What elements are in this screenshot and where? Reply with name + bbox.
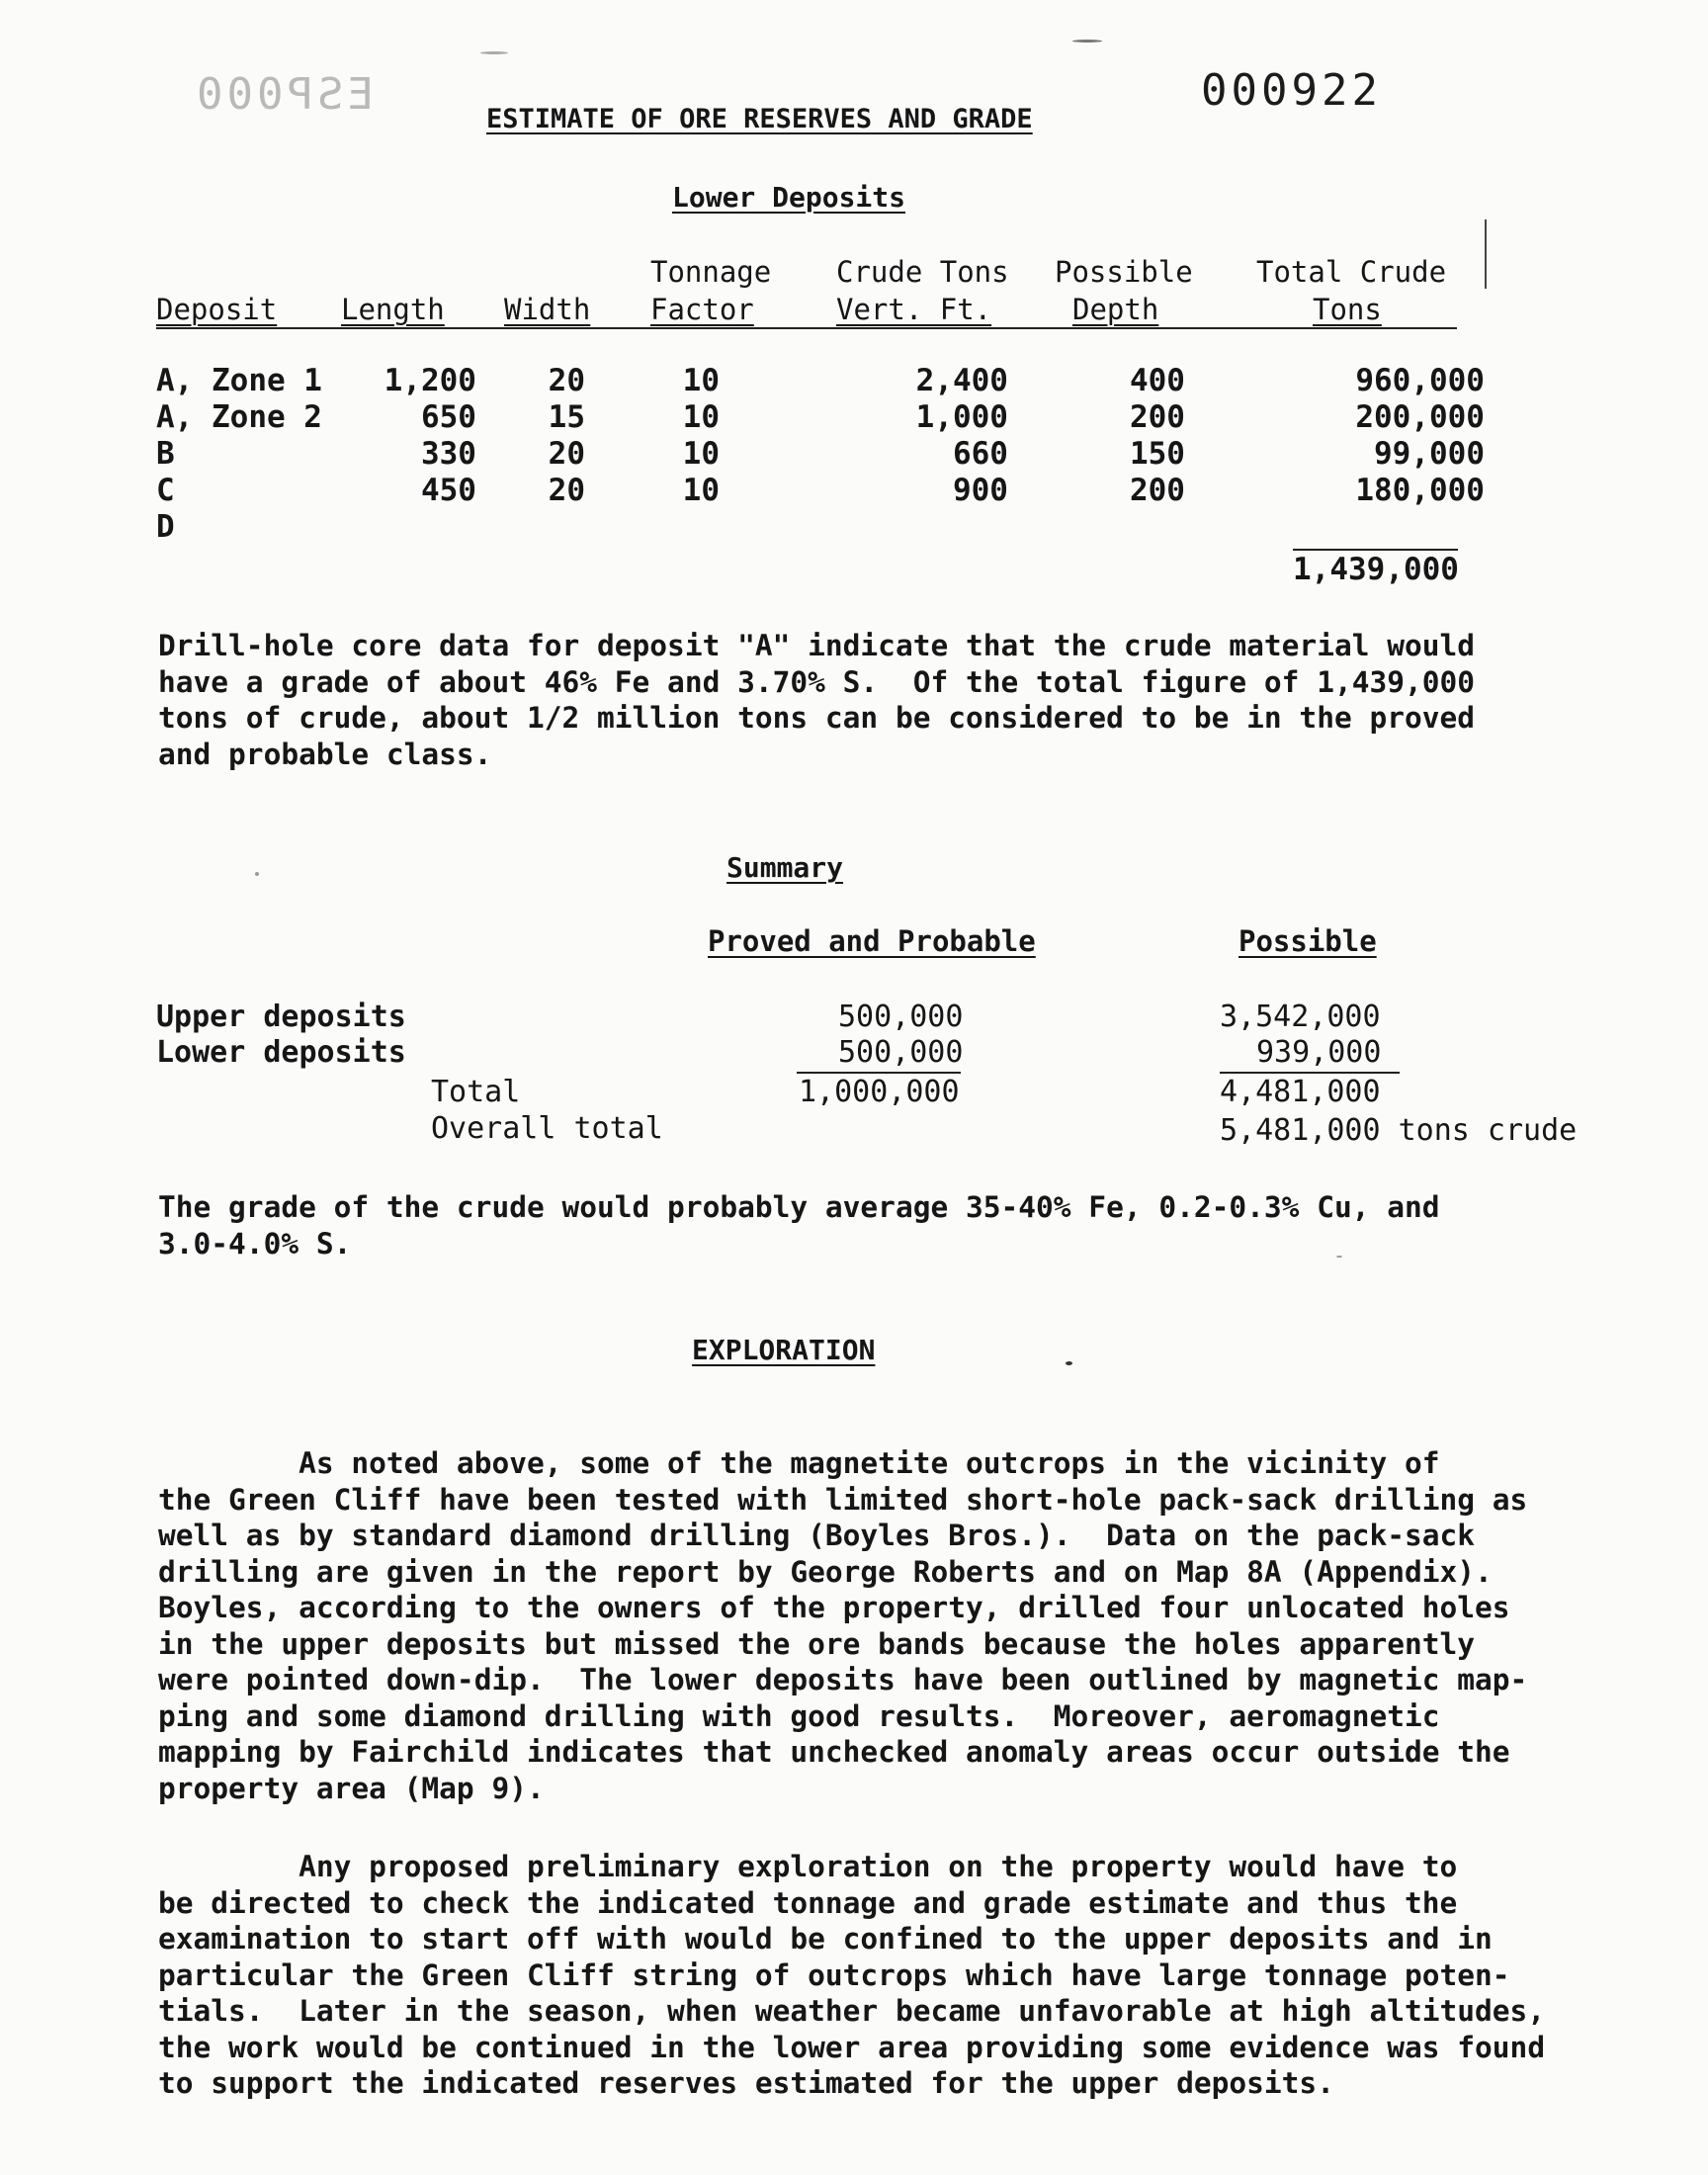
table-row (156, 472, 1485, 508)
header-vert-ft: Vert. Ft. (836, 293, 992, 326)
header-tons: Tons (1313, 293, 1382, 326)
scan-speck (1072, 40, 1102, 43)
table-cell: A, Zone 2 (156, 398, 322, 435)
table-cell: 960,000 (1355, 362, 1485, 398)
header-rule (156, 327, 1457, 329)
upper-possible-value: 3,542,000 (1220, 1000, 1381, 1034)
table-cell: 20 (548, 362, 585, 398)
mirrored-page-stamp: ESP000 (193, 69, 374, 120)
text-line: have a grade of about 46% Fe and 3.70% S. Of the total figure of 1,439,000 (158, 664, 1476, 699)
lower-deposits-heading: Lower Deposits (672, 181, 906, 214)
table-row (156, 398, 1485, 435)
margin-mark (1485, 219, 1487, 289)
grade-paragraph (158, 628, 1475, 772)
sum-rule (1293, 549, 1458, 551)
table-cell: 200 (1129, 398, 1185, 435)
header-possible-line1: Possible (1055, 255, 1193, 289)
proved-probable-heading: Proved and Probable (708, 924, 1036, 958)
possible-heading: Possible (1238, 924, 1377, 958)
table-cell: 10 (682, 362, 720, 398)
lower-deposits-label: Lower deposits (156, 1035, 406, 1070)
table-cell: C (156, 472, 175, 508)
text-line: 3.0-4.0% S. (158, 1226, 352, 1261)
exploration-heading: EXPLORATION (692, 1334, 876, 1366)
exploration-paragraph-2 (158, 1849, 1545, 2102)
header-deposit: Deposit (156, 293, 278, 326)
table-cell: D (156, 508, 175, 545)
page-number-stamp: 000922 (1201, 65, 1382, 116)
table-row (156, 362, 1485, 398)
text-line: property area (Map 9). (158, 1771, 545, 1805)
table-cell (761, 508, 1016, 545)
overall-total-label: Overall total (431, 1111, 663, 1146)
upper-deposits-label: Upper deposits (156, 1000, 406, 1034)
text-line: Drill-hole core data for deposit "A" indicate that the crude material would (158, 629, 1476, 662)
overall-total-value: 5,481,000 tons crude (1220, 1113, 1578, 1148)
table-cell (613, 508, 761, 545)
text-line: tials. Later in the season, when weather became unfavorable at high altitudes, (158, 1994, 1546, 2028)
text-line: and probable class. (158, 737, 492, 771)
text-line: ping and some diamond drilling with good results. Moreover, aeromagnetic (158, 1698, 1440, 1733)
table-cell: 150 (1129, 435, 1185, 472)
proved-sum-rule (797, 1072, 961, 1074)
possible-sum-rule (1220, 1072, 1400, 1074)
document-title: ESTIMATE OF ORE RESERVES AND GRADE (486, 104, 1033, 134)
table-cell: 450 (420, 472, 476, 508)
scan-speck (1066, 1361, 1072, 1365)
header-factor: Factor (650, 293, 754, 326)
text-line: The grade of the crude would probably average 35-40% Fe, 0.2-0.3% Cu, and (158, 1190, 1440, 1224)
deposits-table (156, 362, 1485, 545)
table-cell: B (156, 435, 175, 472)
table-cell (322, 508, 476, 545)
table-row (156, 435, 1485, 472)
table-cell: 10 (682, 472, 720, 508)
total-proved-value: 1,000,000 (799, 1075, 960, 1109)
total-possible-value: 4,481,000 (1220, 1075, 1381, 1109)
text-line: examination to start off with would be confined to the upper deposits and in (158, 1922, 1493, 1956)
scan-speck (1336, 1256, 1342, 1258)
text-line: mapping by Fairchild indicates that unchecked anomaly areas occur outside the (158, 1735, 1510, 1769)
table-cell: 1,000 (915, 398, 1008, 435)
text-line: As noted above, some of the magnetite outcrops in the vicinity of (158, 1446, 1440, 1480)
summary-heading: Summary (726, 851, 844, 884)
header-depth: Depth (1072, 293, 1159, 326)
table-cell: 10 (682, 398, 720, 435)
text-line: in the upper deposits but missed the ore bands because the holes apparently (158, 1626, 1476, 1661)
crude-grade-paragraph (158, 1189, 1440, 1262)
table-cell: 10 (682, 435, 720, 472)
table-cell: 2,400 (915, 362, 1008, 398)
table-cell: 1,200 (384, 362, 476, 398)
table-cell: 900 (952, 472, 1008, 508)
header-crude-tons-line1: Crude Tons (836, 255, 1009, 289)
table-grand-total: 1,439,000 (1293, 552, 1459, 587)
text-line: Any proposed preliminary exploration on the property would have to (158, 1850, 1458, 1883)
table-cell: 15 (548, 398, 585, 435)
scan-speck (255, 872, 259, 876)
table-cell (476, 508, 613, 545)
table-cell (1016, 508, 1220, 545)
text-line: well as by standard diamond drilling (Boyles Bros.). Data on the pack-sack (158, 1519, 1476, 1552)
upper-proved-value: 500,000 (838, 1000, 964, 1034)
scan-speck (480, 51, 508, 54)
lower-proved-value: 500,000 (838, 1035, 964, 1070)
table-cell: 400 (1129, 362, 1185, 398)
header-total-crude-line1: Total Crude (1256, 255, 1447, 289)
table-cell: 330 (420, 435, 476, 472)
text-line: be directed to check the indicated tonnage and grade estimate and thus the (158, 1885, 1458, 1920)
header-length: Length (341, 293, 445, 326)
header-width: Width (504, 293, 591, 326)
table-cell: 650 (420, 398, 476, 435)
text-line: particular the Green Cliff string of outcrops which have large tonnage poten- (158, 1958, 1510, 1992)
table-cell: 20 (548, 472, 585, 508)
exploration-paragraph-1 (158, 1445, 1527, 1806)
table-cell: 200,000 (1355, 398, 1485, 435)
lower-possible-value: 939,000 (1256, 1035, 1382, 1070)
table-cell: 660 (952, 435, 1008, 472)
text-line: drilling are given in the report by George Roberts and on Map 8A (Appendix). (158, 1554, 1493, 1589)
table-cell: 200 (1129, 472, 1185, 508)
table-cell (1220, 508, 1485, 545)
total-label: Total (431, 1075, 521, 1109)
text-line: tons of crude, about 1/2 million tons can be considered to be in the proved (158, 701, 1476, 735)
table-cell: 20 (548, 435, 585, 472)
table-row (156, 508, 1485, 545)
header-tonnage-line1: Tonnage (650, 255, 772, 289)
text-line: the work would be continued in the lower area providing some evidence was found (158, 2030, 1546, 2064)
table-cell: 180,000 (1355, 472, 1485, 508)
text-line: were pointed down-dip. The lower deposits have been outlined by magnetic map- (158, 1663, 1528, 1696)
table-cell: A, Zone 1 (156, 362, 322, 398)
text-line: the Green Cliff have been tested with limited short-hole pack-sack drilling as (158, 1482, 1528, 1517)
table-cell: 99,000 (1374, 435, 1485, 472)
text-line: Boyles, according to the owners of the property, drilled four unlocated holes (158, 1591, 1510, 1624)
text-line: to support the indicated reserves estimated for the upper deposits. (158, 2066, 1334, 2100)
